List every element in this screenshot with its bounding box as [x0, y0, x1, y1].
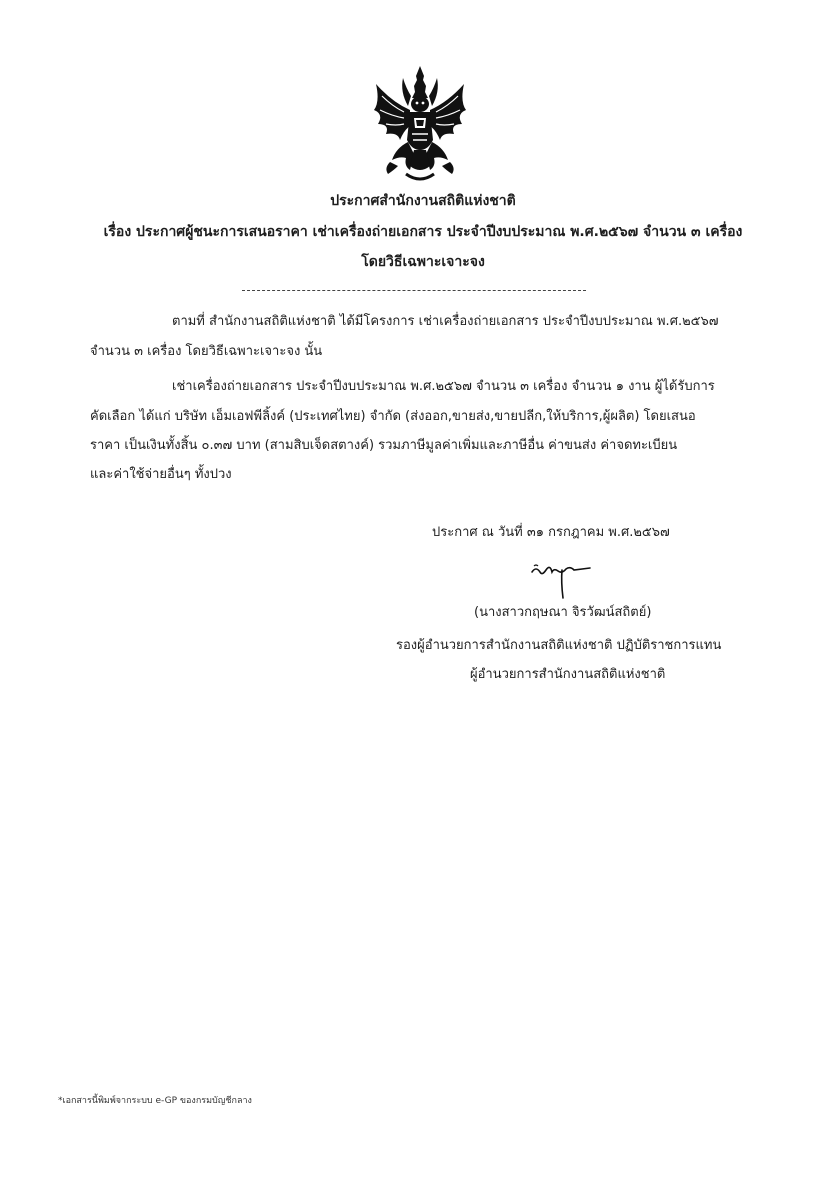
handwritten-signature: [526, 560, 596, 600]
paragraph-2-line-3: ราคา เป็นเงินทั้งสิ้น ๐.๓๗ บาท (สามสิบเจ็ดสตางค์) รวมภาษีมูลค่าเพิ่มและภาษีอื่น ค่าขนส่ง ค่าจดทะเบียน: [90, 438, 678, 453]
signatory-position-1: รองผู้อำนวยการสำนักงานสถิติแห่งชาติ ปฏิบัติราชการแทน: [396, 638, 722, 653]
paragraph-1-line-1: ตามที่ สำนักงานสถิติแห่งชาติ ได้มีโครงการ เช่าเครื่องถ่ายเอกสาร ประจำปีงบประมาณ พ.ศ.๒๕๖๗: [172, 314, 719, 329]
paragraph-2-line-1: เช่าเครื่องถ่ายเอกสาร ประจำปีงบประมาณ พ.ศ.๒๕๖๗ จำนวน ๓ เครื่อง จำนวน ๑ งาน ผู้ได้รับการ: [172, 379, 715, 394]
procurement-method: โดยวิธีเฉพาะเจาะจง: [361, 254, 485, 270]
announcement-date: ประกาศ ณ วันที่ ๓๑ กรกฎาคม พ.ศ.๒๕๖๗: [432, 525, 670, 540]
signatory-name: (นางสาวกฤษณา จิรวัฒน์สถิตย์): [474, 605, 652, 620]
paragraph-2-line-4: และค่าใช้จ่ายอื่นๆ ทั้งปวง: [90, 467, 232, 482]
document-title: ประกาศสำนักงานสถิติแห่งชาติ: [330, 193, 516, 209]
garuda-emblem-icon: [370, 62, 470, 186]
document-subject: เรื่อง ประกาศผู้ชนะการเสนอราคา เช่าเครื่องถ่ายเอกสาร ประจำปีงบประมาณ พ.ศ.๒๕๖๗ จำนวน ๓ เครื่อง: [103, 224, 743, 240]
signatory-position-2: ผู้อำนวยการสำนักงานสถิติแห่งชาติ: [470, 667, 666, 682]
dashed-divider: [242, 290, 586, 291]
paragraph-2-line-2: คัดเลือก ได้แก่ บริษัท เอ็มเอฟพีลิ้งค์ (ประเทศไทย) จำกัด (ส่งออก,ขายส่ง,ขายปลีก,ให้บริการ,ผู้ผลิต) โดยเสนอ: [90, 409, 696, 424]
footer-note: *เอกสารนี้พิมพ์จากระบบ e-GP ของกรมบัญชีกลาง: [58, 1096, 252, 1106]
paragraph-1-line-2: จำนวน ๓ เครื่อง โดยวิธีเฉพาะเจาะจง นั้น: [90, 344, 323, 359]
